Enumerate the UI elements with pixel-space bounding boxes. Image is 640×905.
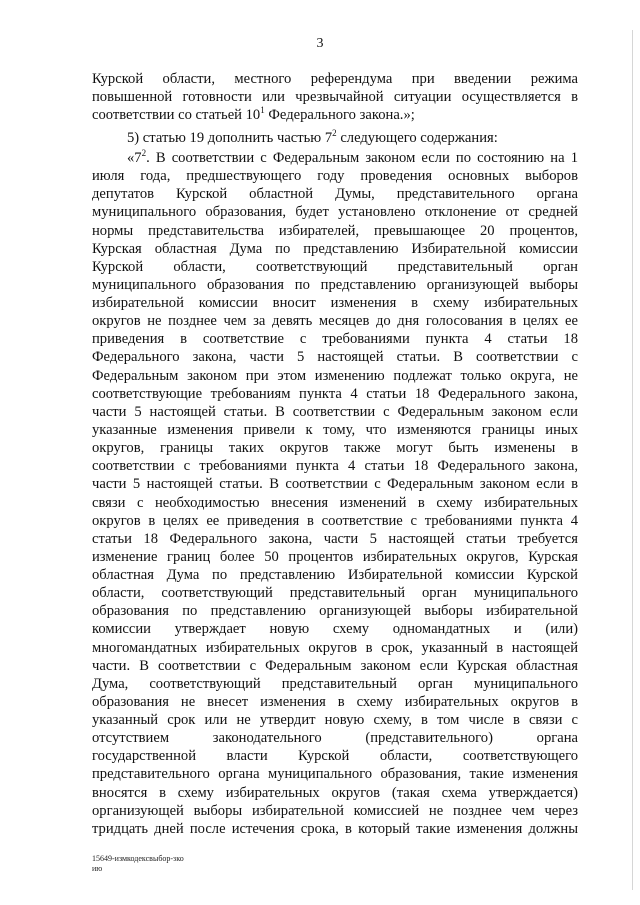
text-run: . В соответствии с Федеральным законом если по состоянию на 1 xyxy=(146,150,578,166)
text-line: Курская областная Дума по представлению Избирательной комиссии xyxy=(92,240,578,257)
scan-edge-mark xyxy=(632,30,633,890)
text-run: соответствии со статьей 10 xyxy=(92,107,261,124)
superscript-index: 2 xyxy=(332,128,337,138)
text-line: области, соответствующий представительный орган муниципального xyxy=(92,585,578,602)
text-line: статьи 18 Федерального закона, части 5 настоящей статьи требуется xyxy=(92,530,578,547)
text-line: нормы представительства избирателей, превышающее 20 процентов, xyxy=(92,222,578,239)
text-line: многомандатных избирательных округов в срок, указанный в настоящей xyxy=(92,639,578,656)
text-line: части. В соответствии с Федеральным законом если Курская областная xyxy=(92,657,578,674)
text-line xyxy=(92,106,578,124)
text-line: Курской области, местного референдума при введении режима xyxy=(92,71,578,87)
text-line: представительного органа муниципального образования, такие изменения xyxy=(92,766,578,783)
text-line: избирательной комиссии вносит изменения в схему избирательных xyxy=(92,295,578,311)
footer-code-line: 15649-измкодексвыбор-зко xyxy=(92,854,184,863)
text-line: округов не позднее чем за девять месяцев до дня голосования в целях ее xyxy=(92,313,578,330)
text-line: приведения в соответствие с требованиями пункта 4 статьи 18 xyxy=(92,331,578,348)
text-line: части 5 настоящей статьи. В соответствии с Федеральным законом если xyxy=(92,403,578,420)
text-line: повышенной готовности или чрезвычайной ситуации осуществляется в xyxy=(92,89,578,106)
text-run: следующего содержания: xyxy=(336,130,498,146)
superscript-index: 2 xyxy=(141,148,147,158)
text-line: Федеральным законом при этом изменению подлежат только округа, не xyxy=(92,367,578,384)
text-line: областная Дума по представлению Избирательной комиссии Курской xyxy=(92,567,578,583)
text-line: Федерального закона, части 5 настоящей статьи. В соответствии с xyxy=(92,349,578,366)
text-line: соответствии с требованиями пункта 4 статьи 18 Федерального закона, xyxy=(92,458,578,475)
text-line: указанные изменения привели к тому, что изменяются границы иных xyxy=(92,421,578,438)
text-line: отсутствием законодательного (представительного) органа xyxy=(92,730,578,747)
text-line: государственной власти Курской области, соответствующего xyxy=(92,748,578,765)
text-line: образования по представлению организующей выборы избирательной xyxy=(92,603,578,620)
text-line: комиссии утверждает новую схему одномандатных и (или) xyxy=(92,621,578,638)
text-line: муниципального образования по представлению организующей выборы xyxy=(92,276,578,293)
text-line: организующей выборы избирательной комиссией не позднее чем через xyxy=(92,802,578,819)
text-line: вносятся в схему избирательных округов (такая схема утверждается) xyxy=(92,784,578,801)
text-run: 5) статью 19 дополнить частью 7 xyxy=(127,130,333,146)
text-run: Федерального закона.»; xyxy=(264,107,415,124)
text-line xyxy=(127,149,578,167)
text-line: муниципального образования, будет установлено отклонение от средней xyxy=(92,204,578,221)
text-line: депутатов Курской областной Думы, представительного органа xyxy=(92,186,578,203)
text-line: части 5 настоящей статьи. В соответствии с Федеральным законом если в xyxy=(92,476,578,493)
document-footer-code xyxy=(92,854,184,874)
text-line: округов, границы таких округов также могут быть изменены в xyxy=(92,440,578,457)
text-line: июля года, предшествующего году проведения основных выборов xyxy=(92,168,578,185)
text-line: тридцать дней после истечения срока, в который такие изменения должны xyxy=(92,820,578,837)
text-run: «7 xyxy=(127,150,142,166)
text-line: округов в целях ее приведения в соответствие с требованиями пункта 4 xyxy=(92,512,578,529)
text-line: соответствующие требованиям пункта 4 статьи 18 Федерального закона, xyxy=(92,385,578,402)
footer-code-line: ию xyxy=(92,864,103,873)
text-line: связи с необходимостью внесения изменений в схему избирательных xyxy=(92,494,578,511)
text-line: Курской области, соответствующий представительный орган xyxy=(92,258,578,275)
text-line: изменение границ более 50 процентов избирательных округов, Курская xyxy=(92,548,578,565)
text-line: образования не внесет изменения в схему избирательных округов в xyxy=(92,693,578,710)
text-line: указанный срок или не утвердит новую схему, в том числе в связи с xyxy=(92,712,578,728)
text-line: Дума, соответствующий представительный орган муниципального xyxy=(92,675,578,692)
superscript-index: 1 xyxy=(260,105,265,116)
page-number: 3 xyxy=(316,36,324,51)
text-line xyxy=(127,129,578,147)
